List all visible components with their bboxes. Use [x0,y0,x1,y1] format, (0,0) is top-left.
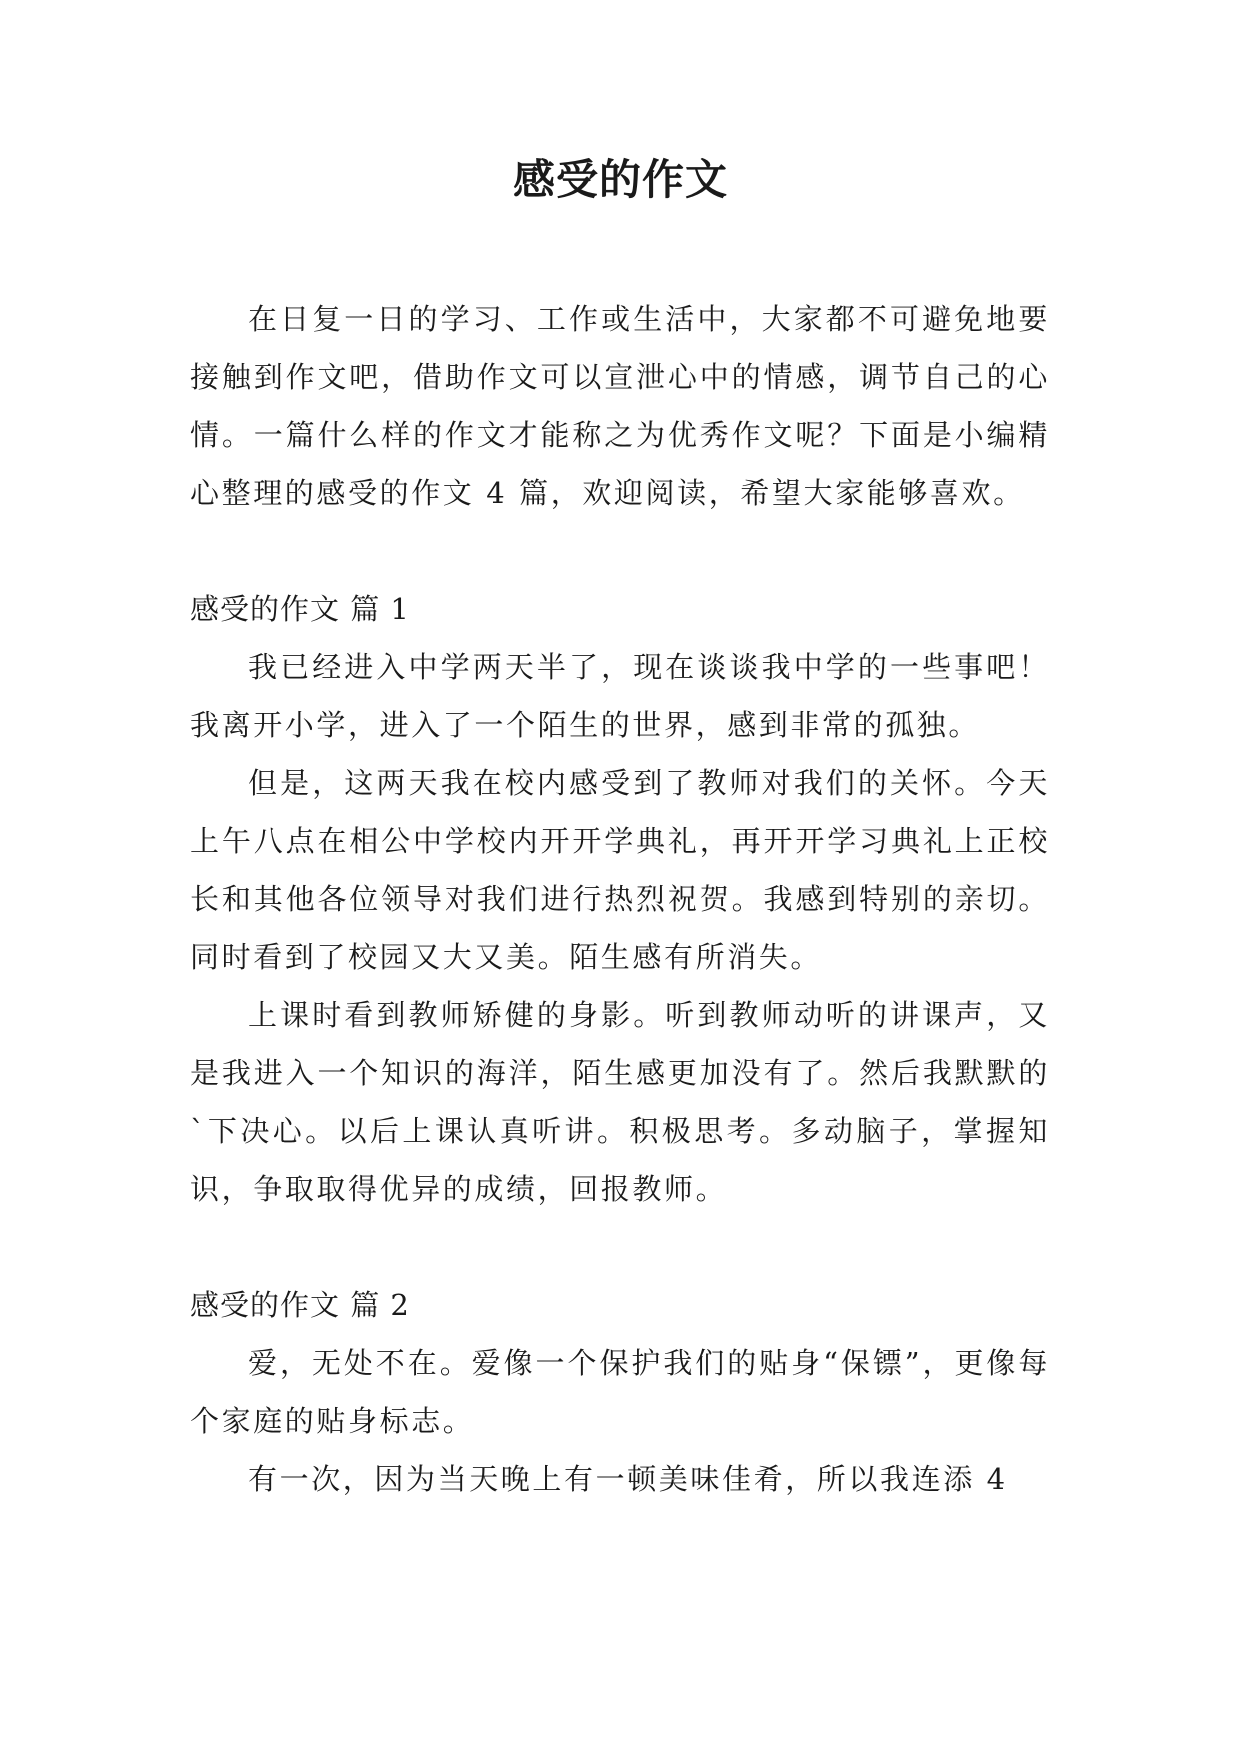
document-body [190,290,1050,1508]
spacer [190,1218,1050,1276]
section-2 [190,1276,1050,1508]
section-heading: 感受的作文 篇 2 [190,1288,410,1322]
section-paragraph: 爱，无处不在。爱像一个保护我们的贴身“保镖”，更像每个家庭的贴身标志。 [190,1346,1050,1438]
section-paragraph: 但是，这两天我在校内感受到了教师对我们的关怀。今天上午八点在相公中学校内开开学典礼，再开开学习典礼上正校长和其他各位领导对我们进行热烈祝贺。我感到特别的亲切。同时看到了校园又大又美。陌生感有所消失。 [190,766,1050,974]
section-heading: 感受的作文 篇 1 [190,592,410,626]
section-paragraph: 上课时看到教师矫健的身影。听到教师动听的讲课声，又是我进入一个知识的海洋，陌生感更加没有了。然后我默默的`下决心。以后上课认真听讲。积极思考。多动脑子，掌握知识，争取取得优异的成绩，回报教师。 [190,998,1050,1206]
intro-paragraph: 在日复一日的学习、工作或生活中，大家都不可避免地要接触到作文吧，借助作文可以宣泄心中的情感，调节自己的心情。一篇什么样的作文才能称之为优秀作文呢？下面是小编精心整理的感受的作文 4 篇，欢迎阅读，希望大家能够喜欢。 [190,302,1050,510]
document-title: 感受的作文 [512,155,728,204]
section-paragraph: 有一次，因为当天晚上有一顿美味佳肴，所以我连添 4 [248,1462,1008,1496]
spacer [190,522,1050,580]
section-1 [190,580,1050,1218]
section-paragraph: 我已经进入中学两天半了，现在谈谈我中学的一些事吧！我离开小学，进入了一个陌生的世界，感到非常的孤独。 [190,650,1050,742]
